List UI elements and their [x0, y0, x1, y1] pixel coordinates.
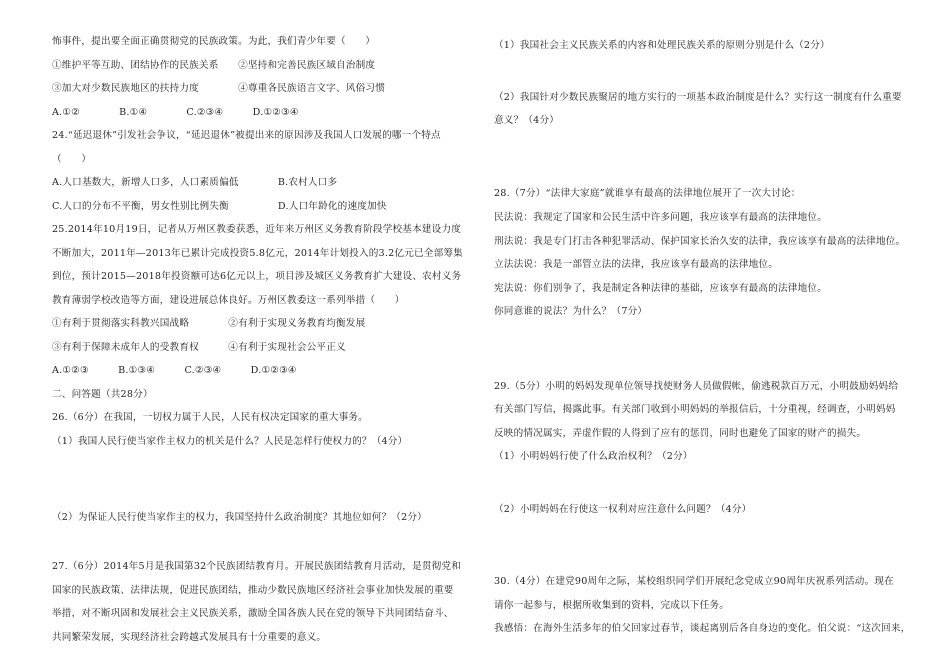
question-27: 27.（6分）2014年5月是我国第32个民族团结教育月。开展民族团结教育月活动，是贯彻党和: [52, 561, 462, 572]
text-line: （2）我国针对少数民族聚居的地方实行的一项基本政治制度是什么？实行这一制度有什么重要: [494, 92, 902, 103]
text-line: 举措，对不断巩固和发展社会主义民族关系，激励全国各族人民在党的领导下共同团结奋斗、: [52, 608, 454, 619]
question-29: 29.（5分）小明的妈妈发现单位领导找使财务人员做假帐，偷逃税款百万元，小明鼓励妈妈给: [494, 381, 899, 392]
text-line: 请你一起参与，根据所收集到的资料，完成以下任务。: [494, 600, 730, 611]
text-line: A.①②③ B.①③④ C.②③④ D.①②③④: [52, 365, 297, 376]
text-line: 24.“延迟退休”引发社会争议，“延迟退休”被提出来的原因涉及我国人口发展的哪一个特点: [52, 130, 441, 141]
text-line: 反映的情况属实，弄虚作假的人得到了应有的惩罚，同时也避免了国家的财产的损失。: [494, 428, 867, 439]
text-line: （ ）: [52, 154, 92, 165]
text-line: （2）为保证人民行使当家作主的权力，我国坚持什么政治制度？其地位如何？（2分）: [52, 512, 427, 523]
text-line: 有关部门写信，揭露此事。有关部门收到小明妈妈的举报信后，十分重视，经调查，小明妈妈: [494, 404, 896, 415]
text-line: ③加大对少数民族地区的扶持力度 ④尊重各民族语言文字、风俗习惯: [52, 83, 385, 94]
text-line: 宪法说：你们别争了，我是制定各种法律的基础，应该享有最高的法律地位。: [494, 283, 827, 294]
text-line: 教育薄弱学校改造等方面，建设进展总体良好。万州区教委这一系列举措（ ）: [52, 295, 405, 306]
text-line: ③有利于保障未成年人的受教育权 ④有利于实现社会公平正义: [52, 342, 346, 353]
text-line: （1）我国社会主义民族关系的内容和处理民族关系的原则分别是什么（2分）: [494, 40, 830, 51]
text-line: 立法法说：我是一部管立法的法律，我应该享有最高的法律地位。: [494, 259, 779, 270]
text-line: C.人口的分布不平衡，男女性别比例失衡 D.人口年龄化的速度加快: [52, 201, 387, 212]
text-line: 25.2014年10月19日，记者从万州区教委获悉，近年来万州区义务教育阶段学校基本建设力度: [52, 224, 462, 235]
text-line: A.人口基数大，新增人口多，人口素质偏低 B.农村人口多: [52, 177, 338, 188]
text-line: （1）我国人民行使当家作主权力的机关是什么？人民是怎样行使权力的？（4分）: [52, 436, 408, 447]
text-line: 不断加大，2011年—2013年已累计完成投资5.8亿元，2014年计划投入的3.2亿元已全部筹集: [52, 248, 463, 259]
question-26: 26.（6分）在我国，一切权力属于人民，人民有权决定国家的重大事务。: [52, 412, 368, 423]
text-line: 你同意谁的说法？为什么？（7分）: [494, 306, 648, 317]
text-line: （2）小明妈妈在行使这一权利对应注意什么问题？（4分）: [494, 504, 752, 515]
text-line: 国家的民族政策、法律法规，促进民族团结，推动少数民族地区经济社会事业加快发展的重要: [52, 585, 454, 596]
text-line: 怖事件，提出要全面正确贯彻党的民族政策。为此，我们青少年要（ ）: [52, 36, 376, 47]
section-heading: 二、问答题（共28分）: [52, 389, 153, 400]
text-line: 刑法说：我是专门打击各种犯罪活动、保护国家长治久安的法律，我应该享有最高的法律地位。: [494, 236, 906, 247]
text-line: A.①② B.①④ C.②③④ D.①②③④: [52, 107, 299, 118]
text-line: 到位，预计2015—2018年投资额可达6亿元以上，项目涉及城区义务教育扩大建设、农村义务: [52, 271, 462, 282]
text-line: 我感悟：在海外生活多年的伯父回家过春节，谈起离别后各自身边的变化。伯父说：“这次回来，: [494, 623, 911, 634]
text-line: 共同繁荣发展，实现经济社会跨越式发展具有十分重要的意义。: [52, 632, 327, 643]
text-line: （1）小明妈妈行使了什么政治权利？（2分）: [494, 451, 693, 462]
text-line: ①维护平等互助、团结协作的民族关系 ②坚持和完善民族区域自治制度: [52, 60, 376, 71]
text-line: 民法说：我规定了国家和公民生活中许多问题，我应该享有最高的法律地位。: [494, 212, 827, 223]
question-30: 30.（4分）在建党90周年之际，某校组织同学们开展纪念党成立90周年庆祝系列活动。现在: [494, 576, 894, 587]
text-line: 意义？（4分）: [494, 115, 560, 126]
text-line: ①有利于贯彻落实科教兴国战略 ②有利于实现义务教育均衡发展: [52, 318, 366, 329]
question-28: 28.（7分）“法律大家庭”就谁享有最高的法律地位展开了一次大讨论：: [494, 188, 801, 199]
